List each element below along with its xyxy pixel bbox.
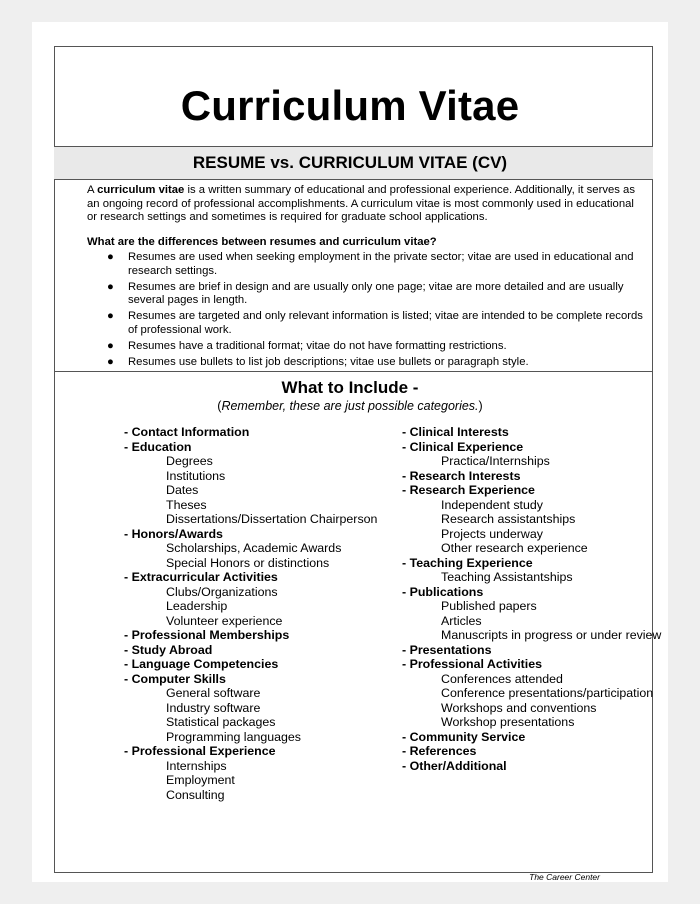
category-subitem: Articles xyxy=(441,613,482,628)
bullet-text: Resumes are targeted and only relevant information is listed; vitae are intended to be complete records of professional work. xyxy=(128,310,643,336)
category-heading: - Research Experience xyxy=(402,483,535,497)
include-right-column xyxy=(402,425,661,773)
intro-prefix: A xyxy=(87,184,98,196)
category-heading: - Publications xyxy=(402,584,484,599)
category-heading: - Presentations xyxy=(402,642,492,657)
intro-rest: is a written summary of educational and professional experience. Additionally, it serves as an ongoing record of professional accomplishments. A curriculum vitae is most commonly used in educational or research settings and sometimes is required for graduate school applications. xyxy=(87,184,635,223)
category-subitem: Published papers xyxy=(441,599,537,613)
category-subitem: Workshop presentations xyxy=(441,715,575,729)
category-subitem: Manuscripts in progress or under review xyxy=(441,628,662,642)
bullet-icon: ● xyxy=(107,280,114,293)
category-heading: - Clinical Interests xyxy=(402,425,509,439)
category-subitem: Employment xyxy=(166,773,235,787)
category-subitem: Consulting xyxy=(166,787,225,802)
category-subitem: Other research experience xyxy=(441,541,588,555)
category-heading: - Professional Activities xyxy=(402,657,543,671)
category-heading: - References xyxy=(402,744,477,758)
category-heading: - Language Competencies xyxy=(124,657,279,671)
category-subitem: Practica/Internships xyxy=(441,454,550,468)
category-subitem: Volunteer experience xyxy=(166,613,283,628)
bullet-text: Resumes have a traditional format; vitae do not have formatting restrictions. xyxy=(128,339,507,352)
category-heading: - Teaching Experience xyxy=(402,555,533,570)
category-heading: - Research Interests xyxy=(402,468,521,483)
include-note-text: Remember, these are just possible categories. xyxy=(221,399,479,413)
category-subitem: Conference presentations/participation xyxy=(441,686,654,700)
section-divider xyxy=(54,371,653,372)
category-heading: - Study Abroad xyxy=(124,642,213,657)
bullet-icon: ● xyxy=(107,339,114,352)
footer-credit: The Career Center xyxy=(529,872,600,882)
category-heading: - Professional Experience xyxy=(124,744,276,758)
intro-paragraph xyxy=(87,184,647,225)
category-subitem: Institutions xyxy=(166,468,226,483)
intro-term: curriculum vitae xyxy=(97,184,185,196)
category-heading: - Education xyxy=(124,439,192,454)
category-subitem: Degrees xyxy=(166,454,213,468)
page-subtitle: RESUME vs. CURRICULUM VITAE (CV) xyxy=(192,153,508,172)
category-heading: - Community Service xyxy=(402,729,526,744)
category-subitem: Independent study xyxy=(441,497,543,512)
differences-question: What are the differences between resumes and curriculum vitae? xyxy=(87,236,437,248)
category-subitem: Clubs/Organizations xyxy=(166,584,278,599)
category-subitem: Statistical packages xyxy=(166,715,276,729)
bullet-icon: ● xyxy=(107,251,114,263)
category-subitem: Internships xyxy=(166,758,227,773)
list-item xyxy=(87,340,652,354)
bullet-icon: ● xyxy=(107,355,114,368)
category-heading: - Other/Additional xyxy=(402,758,507,773)
category-subitem: Research assistantships xyxy=(441,512,576,526)
include-note xyxy=(32,399,668,413)
list-item xyxy=(87,310,652,337)
category-subitem: Conferences attended xyxy=(441,671,563,686)
category-subitem: Programming languages xyxy=(166,729,301,744)
bullet-icon: ● xyxy=(107,310,114,322)
category-subitem: Workshops and conventions xyxy=(441,700,597,715)
category-heading: - Professional Memberships xyxy=(124,628,290,642)
list-item xyxy=(87,251,652,278)
page-title: Curriculum Vitae xyxy=(180,82,520,129)
paren-close: ) xyxy=(478,399,483,413)
list-item xyxy=(87,356,652,370)
category-subitem: Industry software xyxy=(166,700,261,715)
category-subitem: Special Honors or distinctions xyxy=(166,555,330,570)
category-subitem: General software xyxy=(166,686,261,700)
bullet-text: Resumes use bullets to list job descriptions; vitae use bullets or paragraph style. xyxy=(128,355,529,368)
category-subitem: Dissertations/Dissertation Chairperson xyxy=(166,512,378,526)
category-heading: - Extracurricular Activities xyxy=(124,570,278,584)
include-title: What to Include - xyxy=(281,378,419,397)
differences-list xyxy=(87,251,652,372)
category-subitem: Theses xyxy=(166,497,207,512)
category-heading: - Clinical Experience xyxy=(402,439,524,454)
category-subitem: Scholarships, Academic Awards xyxy=(166,541,342,555)
category-heading: - Honors/Awards xyxy=(124,526,223,541)
list-item xyxy=(87,281,652,308)
include-left-column xyxy=(124,425,377,802)
bullet-text: Resumes are brief in design and are usually only one page; vitae are more detailed and are usually several pages in length. xyxy=(128,280,624,306)
category-subitem: Teaching Assistantships xyxy=(441,570,573,584)
paren-open: ( xyxy=(217,399,222,413)
category-heading: - Computer Skills xyxy=(124,671,226,686)
category-subitem: Leadership xyxy=(166,599,228,613)
category-subitem: Dates xyxy=(166,483,199,497)
category-subitem: Projects underway xyxy=(441,526,543,541)
bullet-text: Resumes are used when seeking employment in the private sector; vitae are used in educational and research settings. xyxy=(128,251,634,277)
document-page xyxy=(32,22,668,882)
category-heading: - Contact Information xyxy=(124,425,250,439)
